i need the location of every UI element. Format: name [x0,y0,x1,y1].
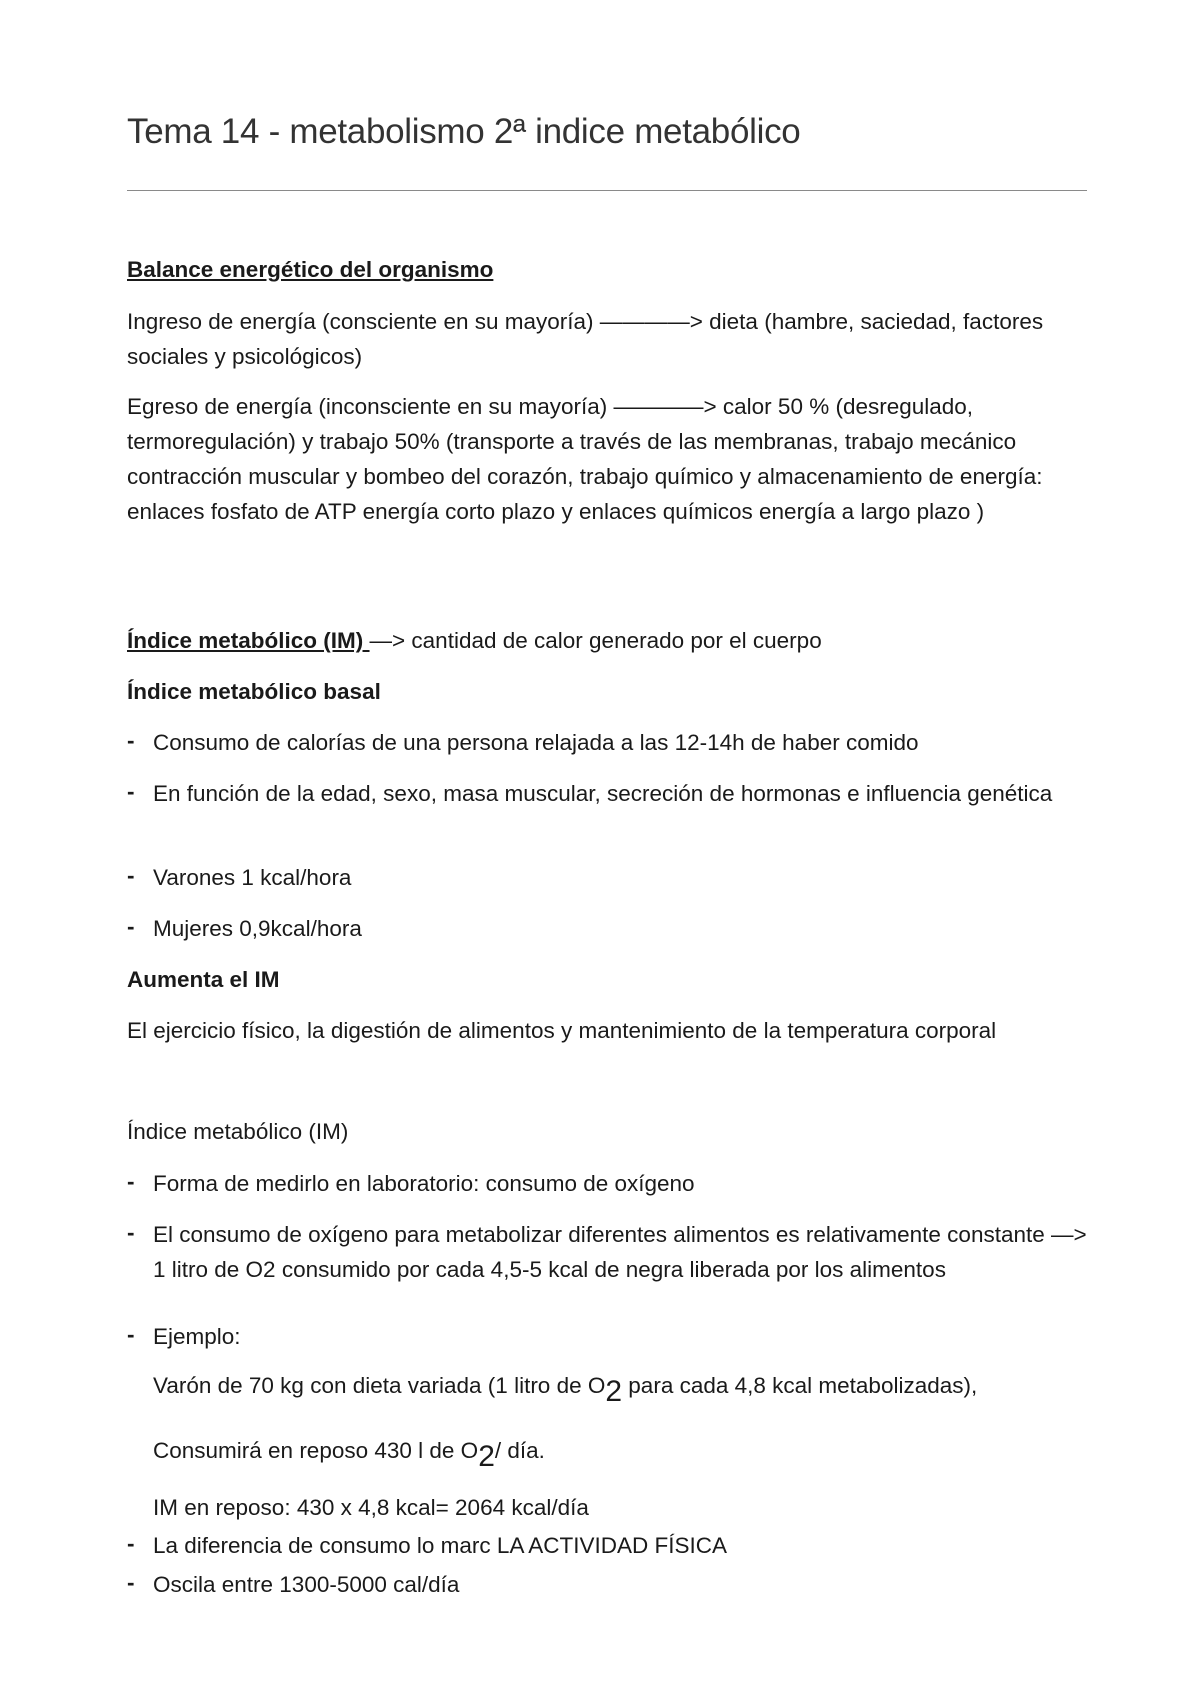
list-item: - Forma de medirlo en laboratorio: consumo de oxígeno [127,1166,1087,1201]
list-item: - Varones 1 kcal/hora [127,860,1087,895]
im2-heading: Índice metabólico (IM) [127,1119,349,1144]
list-item: - En función de la edad, sexo, masa muscular, secreción de hormonas e influencia genética [127,776,1087,811]
list-item: - Ejemplo: [127,1319,1087,1354]
list-item: - La diferencia de consumo lo marc LA ACTIVIDAD FÍSICA [127,1528,1087,1563]
bullet-dash: - [127,779,135,804]
bullet-dash: - [127,1322,135,1347]
page-title: Tema 14 - metabolismo 2ª indice metabólico [127,112,801,151]
aumenta-heading: Aumenta el IM [127,967,280,992]
aumenta-text: El ejercicio físico, la digestión de alimentos y mantenimiento de la temperatura corporal [127,1018,997,1043]
im-definition-text: —> cantidad de calor generado por el cuerpo [369,628,822,653]
subscript: 2 [478,1440,495,1473]
bullet-dash: - [127,728,135,753]
list-item: - Oscila entre 1300-5000 cal/día [127,1567,1087,1602]
bullet-dash: - [127,914,135,939]
bullet-dash: - [127,1169,135,1194]
title-divider [127,190,1087,191]
example-line-2: Consumirá en reposo 430 l de $O_2/$ día. [153,1438,545,1473]
example-line-3: IM en reposo: 430 x 4,8 kcal= 2064 kcal/día [153,1495,589,1520]
balance-heading: Balance energético del organismo [127,257,494,282]
list-item: - Consumo de calorías de una persona relajada a las 12-14h de haber comido [127,725,1087,760]
im-label: Índice metabólico (IM) [127,628,370,653]
bullet-dash: - [127,1531,135,1556]
subscript: 2 [605,1375,623,1408]
im-definition [127,623,1087,658]
bullet-dash: - [127,1570,135,1595]
bullet-dash: - [127,1220,135,1245]
ingreso-paragraph: Ingreso de energía (consciente en su mayoría) ————> dieta (hambre, saciedad, factores sociales y psicológicos) [127,309,1044,369]
basal-heading: Índice metabólico basal [127,679,381,704]
example-line-1: Varón de 70 kg con dieta variada (1 litro de $O_2$ para cada 4,8 kcal metabolizadas), [153,1373,978,1408]
bullet-dash: - [127,863,135,888]
egreso-paragraph: Egreso de energía (inconsciente en su mayoría) ————> calor 50 % (desregulado, termoregulación) y trabajo 50% (transporte a través de las membranas, trabajo mecánico contracción muscular y bombeo del corazón, trabajo químico y almacenamiento de energía: enlaces fosfato de ATP energía corto plazo y enlaces químicos energía a largo plazo ) [127,394,1043,524]
list-item: - El consumo de oxígeno para metabolizar diferentes alimentos es relativamente constante —> 1 litro de O2 consumido por cada 4,5-5 kcal de negra liberada por los alimentos [127,1217,1087,1287]
list-item: - Mujeres 0,9kcal/hora [127,911,1087,946]
